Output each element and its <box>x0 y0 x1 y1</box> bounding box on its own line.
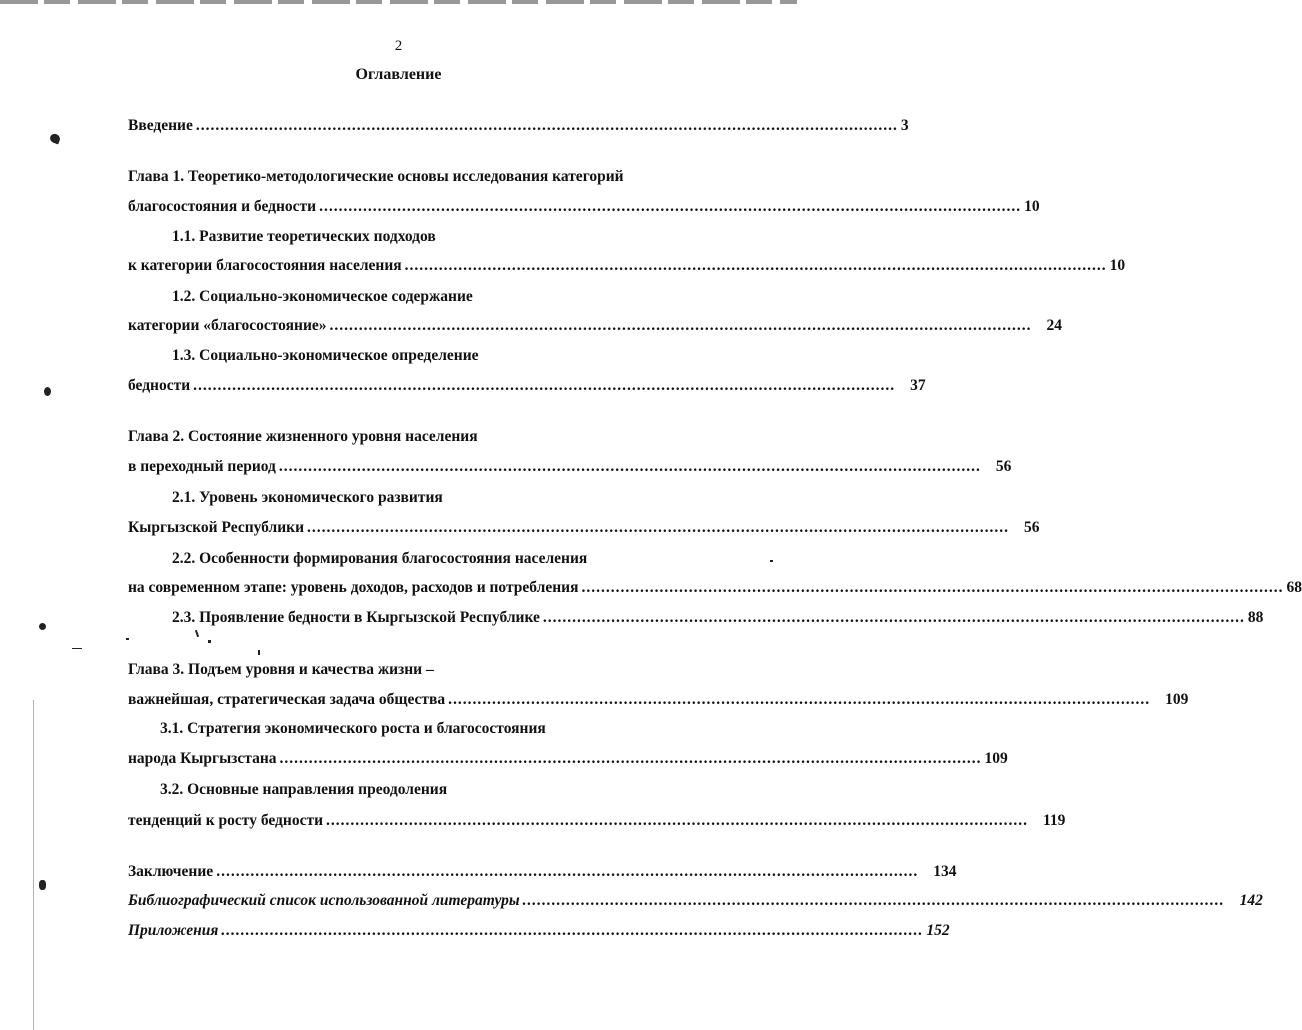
toc-entry-page: 109 <box>984 750 1008 767</box>
leader-dots: ................................................................................................................................................ <box>404 257 1107 274</box>
toc-entry-text: бедности <box>128 377 191 394</box>
leader-dots: ................................................................................................................................................ <box>279 750 982 767</box>
toc-entry-section-1-1[interactable] <box>128 255 1126 277</box>
toc-section-2-1-heading[interactable]: 2.1. Уровень экономического развития <box>172 489 443 506</box>
toc-entry-text: Введение <box>128 117 193 134</box>
toc-chapter-3-heading[interactable]: Глава 3. Подъем уровня и качества жизни – <box>128 661 434 678</box>
scan-speck <box>49 133 61 145</box>
toc-section-3-2-heading[interactable]: 3.2. Основные направления преодоления <box>160 781 448 798</box>
toc-title: Оглавление <box>355 66 442 83</box>
toc-entry-conclusion[interactable] <box>128 861 957 883</box>
toc-entry-text: на современном этапе: уровень доходов, расходов и потребления <box>128 579 579 596</box>
leader-dots: ................................................................................................................................................ <box>329 317 1032 334</box>
toc-entry-introduction[interactable] <box>128 115 909 137</box>
toc-entry-page: 10 <box>1024 198 1040 215</box>
toc-entry-section-2-1[interactable] <box>128 517 1040 539</box>
toc-entry-chapter-2[interactable] <box>128 456 1012 478</box>
toc-entry-bibliography[interactable] <box>128 890 1263 912</box>
toc-chapter-2-heading[interactable]: Глава 2. Состояние жизненного уровня населения <box>128 428 478 445</box>
leader-dots: ................................................................................................................................................ <box>319 198 1022 215</box>
leader-dots: ................................................................................................................................................ <box>221 922 924 939</box>
toc-entry-page: 109 <box>1165 691 1189 708</box>
toc-entry-text: 2.3. Проявление бедности в Кыргызской Республике <box>172 609 540 626</box>
scan-speck <box>126 638 129 640</box>
toc-entry-section-1-3[interactable] <box>128 375 926 397</box>
toc-entry-text: категории «благосостояние» <box>128 317 327 334</box>
toc-entry-section-1-2[interactable] <box>128 315 1063 337</box>
toc-entry-text: Кыргызской Республики <box>128 519 305 536</box>
leader-dots: ................................................................................................................................................ <box>542 609 1245 626</box>
toc-entry-text: тенденций к росту бедности <box>128 812 323 829</box>
toc-entry-section-3-1[interactable] <box>128 748 1008 770</box>
toc-entry-chapter-1[interactable] <box>128 196 1040 218</box>
toc-entry-page: 56 <box>1024 519 1040 536</box>
toc-entry-text: Приложения <box>128 922 219 939</box>
scan-speck <box>195 630 199 637</box>
leader-dots: ................................................................................................................................................ <box>326 812 1028 829</box>
scan-speck <box>39 623 46 630</box>
scan-edge-artifact <box>0 0 797 4</box>
toc-section-1-3-heading[interactable]: 1.3. Социально-экономическое определение <box>172 347 479 364</box>
toc-entry-text: Библиографический список использованной литературы <box>128 892 520 909</box>
scan-speck <box>44 387 51 396</box>
toc-entry-page: 3 <box>900 117 909 134</box>
toc-entry-text: Заключение <box>128 863 214 880</box>
toc-entry-chapter-3[interactable] <box>128 689 1189 711</box>
leader-dots: ................................................................................................................................................ <box>448 691 1151 708</box>
toc-section-2-2-heading[interactable]: 2.2. Особенности формирования благосостояния населения <box>172 550 588 567</box>
toc-chapter-1-heading[interactable]: Глава 1. Теоретико-методологические основы исследования категорий <box>128 168 624 185</box>
toc-entry-page: 119 <box>1043 812 1066 829</box>
scan-speck <box>39 880 46 890</box>
toc-entry-text: важнейшая, стратегическая задача общества <box>128 691 446 708</box>
toc-section-1-1-heading[interactable]: 1.1. Развитие теоретических подходов <box>172 228 436 245</box>
toc-entry-text: к категории благосостояния населения <box>128 257 402 274</box>
leader-dots: ................................................................................................................................................ <box>193 377 896 394</box>
toc-entry-text: в переходный период <box>128 458 276 475</box>
toc-entry-page: 10 <box>1109 257 1126 274</box>
toc-entry-page: 24 <box>1046 317 1063 334</box>
scan-speck <box>208 640 211 643</box>
toc-entry-section-3-2[interactable] <box>128 810 1066 832</box>
toc-section-3-1-heading[interactable]: 3.1. Стратегия экономического роста и благосостояния <box>160 720 546 737</box>
toc-entry-appendices[interactable] <box>128 920 950 942</box>
toc-entry-page: 134 <box>933 863 957 880</box>
leader-dots: ................................................................................................................................................ <box>581 579 1284 596</box>
scan-speck <box>258 650 260 655</box>
toc-entry-page: 68 <box>1286 579 1302 596</box>
toc-entry-text: благосостояния и бедности <box>128 198 317 215</box>
toc-section-1-2-heading[interactable]: 1.2. Социально-экономическое содержание <box>172 288 473 305</box>
leader-dots: ................................................................................................................................................ <box>307 519 1010 536</box>
leader-dots: ................................................................................................................................................ <box>522 892 1225 909</box>
leader-dots: ................................................................................................................................................ <box>195 117 898 134</box>
toc-entry-page: 56 <box>995 458 1012 475</box>
toc-entry-page: 88 <box>1247 609 1264 626</box>
toc-entry-page: 37 <box>910 377 926 394</box>
scan-speck <box>33 700 34 1030</box>
toc-entry-page: 142 <box>1239 892 1263 909</box>
leader-dots: ................................................................................................................................................ <box>278 458 981 475</box>
toc-entry-section-2-3[interactable] <box>172 607 1264 629</box>
leader-dots: ................................................................................................................................................ <box>216 863 919 880</box>
toc-entry-section-2-2[interactable] <box>128 577 1302 599</box>
toc-entry-page: 152 <box>926 922 950 939</box>
scan-speck <box>72 648 82 649</box>
page-number: 2 <box>394 38 403 54</box>
toc-entry-text: народа Кыргызстана <box>128 750 277 767</box>
scan-speck <box>770 560 773 562</box>
